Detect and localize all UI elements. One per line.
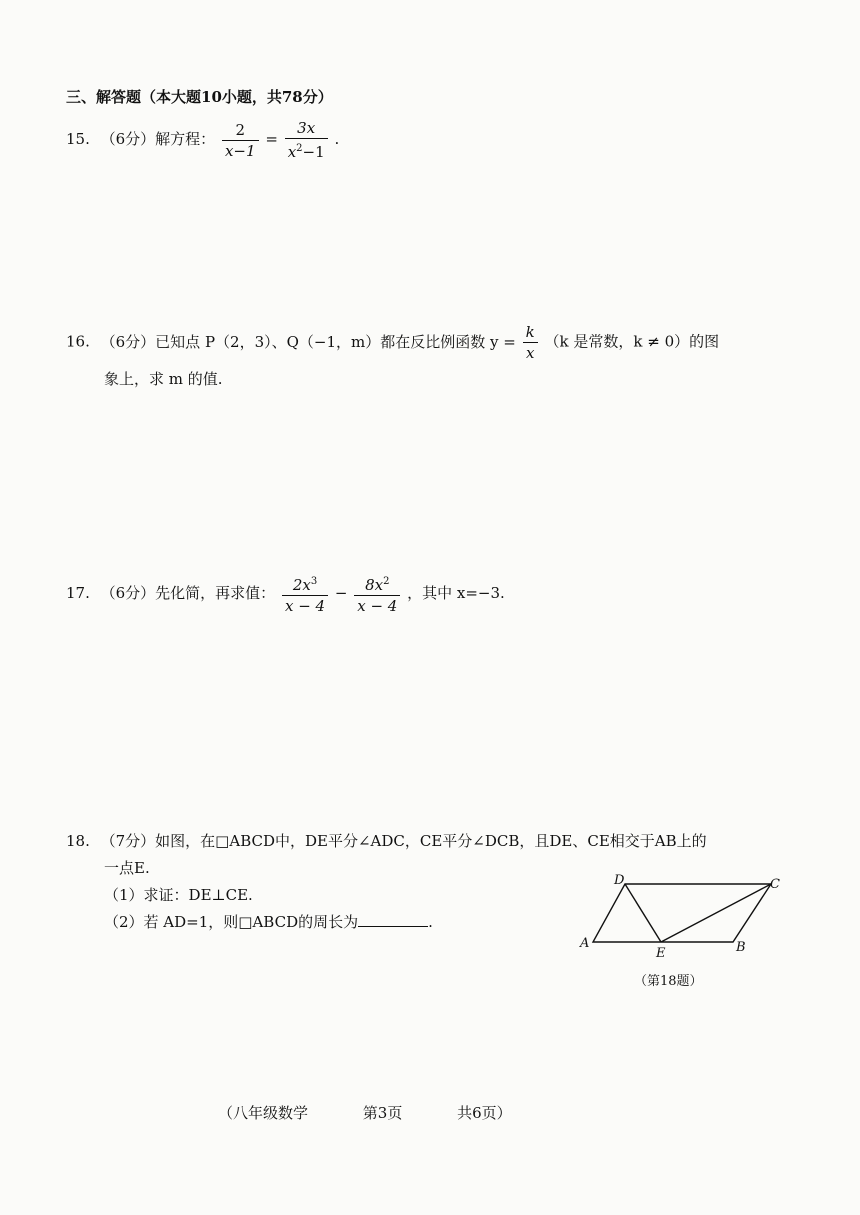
question-18-part1: （1）求证：DE⊥CE. xyxy=(104,886,253,904)
question-tail: ，其中 x=−3. xyxy=(407,584,505,602)
fraction-rhs xyxy=(285,118,328,162)
equals-sign: = xyxy=(265,130,278,148)
fraction-denominator: x − 4 xyxy=(284,597,326,615)
fraction-denominator: x−1 xyxy=(224,141,256,160)
fraction-k-over-x xyxy=(523,322,538,363)
question-16 xyxy=(66,322,719,363)
question-number: 16. xyxy=(66,332,90,351)
parallelogram-abcd xyxy=(593,884,771,942)
question-text-b: （k 是常数，k ≠ 0）的图 xyxy=(544,332,720,351)
fraction-denominator: $x^2-1$ xyxy=(287,143,325,161)
question-text-a: （6分）已知点 P（2，3）、Q（−1，m）都在反比例函数 y = xyxy=(100,332,516,351)
question-16-line2: 象上，求 m 的值. xyxy=(104,370,223,388)
question-18-part2: （2）若 AD=1，则□ABCD的周长为 . xyxy=(104,913,433,931)
question-number: 18. xyxy=(66,832,90,850)
section-title: 三、解答题（本大题10小题，共78分） xyxy=(66,88,333,106)
question-number: 15. xyxy=(66,130,90,148)
point-label-c: C xyxy=(770,877,780,892)
parallelogram-figure xyxy=(575,872,795,962)
footer-page: 第3页 xyxy=(362,1104,403,1122)
segment-de xyxy=(625,884,661,942)
page-footer xyxy=(218,1102,512,1123)
point-label-a: A xyxy=(580,936,590,951)
fraction-denominator: x − 4 xyxy=(357,597,398,615)
footer-subject: （八年级数学 xyxy=(218,1104,309,1122)
fraction-denominator: x xyxy=(525,344,535,362)
fraction-numerator: $2x^3$ xyxy=(282,572,328,596)
fraction-second xyxy=(354,572,400,616)
segment-ce xyxy=(661,884,771,942)
question-18 xyxy=(66,830,707,851)
fraction-numerator: k xyxy=(523,322,538,343)
question-text: （7分）如图，在□ABCD中，DE平分∠ADC，CE平分∠DCB，且DE、CE相交于AB上的 xyxy=(100,832,707,850)
point-label-d: D xyxy=(614,873,625,888)
fraction-numerator: 3x xyxy=(285,118,328,139)
period: . xyxy=(334,130,340,148)
answer-blank[interactable] xyxy=(358,912,428,927)
footer-total: 共6页） xyxy=(457,1104,512,1122)
question-17 xyxy=(66,572,505,616)
question-15 xyxy=(66,118,339,162)
question-number: 17. xyxy=(66,584,90,602)
point-label-e: E xyxy=(656,946,666,961)
fraction-lhs xyxy=(222,120,259,161)
question-prompt: （6分）先化简，再求值： xyxy=(100,584,276,602)
fraction-numerator: $8x^2$ xyxy=(354,572,400,596)
fraction-first xyxy=(282,572,328,616)
question-18-line2: 一点E. xyxy=(104,859,150,877)
minus-sign: − xyxy=(334,584,348,602)
question-prompt: （6分）解方程： xyxy=(100,130,216,148)
point-label-b: B xyxy=(736,940,746,955)
fraction-numerator: 2 xyxy=(222,120,259,141)
figure-caption: （第18题） xyxy=(634,974,703,989)
